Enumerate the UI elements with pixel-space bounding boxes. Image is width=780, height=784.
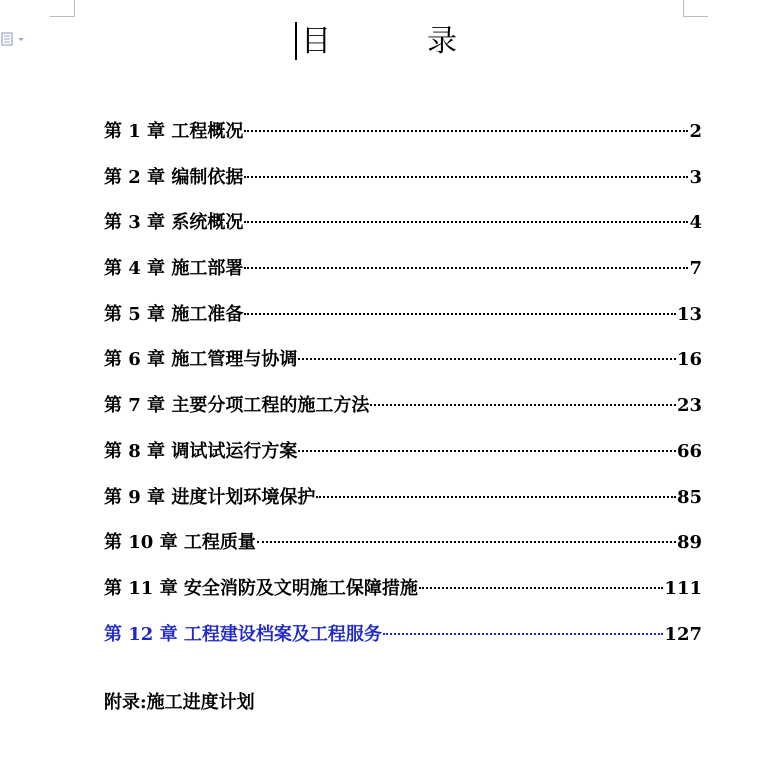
toc-label: 第 2 章 编制依据 bbox=[104, 166, 244, 188]
toc-entry-6[interactable] bbox=[104, 337, 702, 383]
toc-page-number: 2 bbox=[689, 121, 702, 142]
toc-entry-10[interactable] bbox=[104, 520, 702, 566]
page-title bbox=[301, 22, 501, 62]
toc-leader bbox=[244, 130, 688, 132]
toc-leader bbox=[383, 633, 664, 635]
toc-label: 第 7 章 主要分项工程的施工方法 bbox=[104, 395, 370, 417]
toc-page-number: 16 bbox=[676, 349, 702, 371]
toc-leader bbox=[298, 358, 676, 360]
toc-leader bbox=[370, 404, 676, 406]
toc-label: 第 5 章 施工准备 bbox=[104, 303, 244, 325]
toc-label: 第 11 章 安全消防及文明施工保障措施 bbox=[104, 577, 418, 599]
toc-entry-5[interactable] bbox=[104, 292, 702, 338]
toc-page-number: 89 bbox=[676, 532, 702, 554]
toc-entry-9[interactable] bbox=[104, 475, 702, 521]
toc-leader bbox=[419, 587, 664, 589]
toc-leader bbox=[257, 541, 676, 543]
toc-entry-12[interactable] bbox=[104, 612, 702, 658]
toc-entry-1[interactable] bbox=[104, 109, 702, 155]
toc-page-number: 66 bbox=[676, 440, 702, 462]
toc-entry-4[interactable] bbox=[104, 246, 702, 292]
toc-leader bbox=[316, 496, 676, 498]
toc-entry-11[interactable] bbox=[104, 566, 702, 612]
toc-leader bbox=[244, 221, 688, 223]
toc-label: 第 10 章 工程质量 bbox=[104, 532, 256, 554]
toc-label: 第 4 章 施工部署 bbox=[104, 258, 244, 280]
dropdown-arrow-icon bbox=[18, 38, 24, 41]
toc-page-number: 3 bbox=[689, 166, 702, 188]
toc-label: 第 1 章 工程概况 bbox=[104, 121, 244, 142]
toc-page-number: 127 bbox=[664, 623, 702, 645]
title-char-1: 目 bbox=[301, 24, 331, 59]
toc-leader bbox=[244, 313, 676, 315]
toc-page-number: 4 bbox=[689, 212, 702, 234]
toc-leader bbox=[298, 450, 676, 452]
document-icon[interactable] bbox=[1, 32, 27, 46]
crop-mark-top-right bbox=[683, 0, 708, 17]
toc-label: 第 9 章 进度计划环境保护 bbox=[104, 486, 316, 508]
table-of-contents bbox=[104, 109, 702, 657]
toc-page-number: 13 bbox=[676, 303, 702, 325]
toc-page-number: 7 bbox=[689, 258, 702, 280]
crop-mark-top-left bbox=[50, 0, 75, 17]
appendix-title: 附录:施工进度计划 bbox=[104, 692, 255, 713]
toc-label: 第 8 章 调试试运行方案 bbox=[104, 440, 298, 462]
toc-entry-8[interactable] bbox=[104, 429, 702, 475]
toc-entry-7[interactable] bbox=[104, 383, 702, 429]
toc-entry-3[interactable] bbox=[104, 200, 702, 246]
toc-label: 第 12 章 工程建设档案及工程服务 bbox=[104, 623, 382, 645]
title-char-2: 录 bbox=[427, 24, 457, 59]
toc-page-number: 111 bbox=[664, 577, 702, 599]
toc-label: 第 3 章 系统概况 bbox=[104, 212, 244, 234]
toc-page-number: 23 bbox=[676, 395, 702, 417]
toc-leader bbox=[244, 267, 688, 269]
toc-leader bbox=[244, 176, 688, 178]
toc-page-number: 85 bbox=[676, 486, 702, 508]
toc-entry-2[interactable] bbox=[104, 155, 702, 201]
toc-label: 第 6 章 施工管理与协调 bbox=[104, 349, 298, 371]
text-cursor bbox=[295, 22, 297, 60]
